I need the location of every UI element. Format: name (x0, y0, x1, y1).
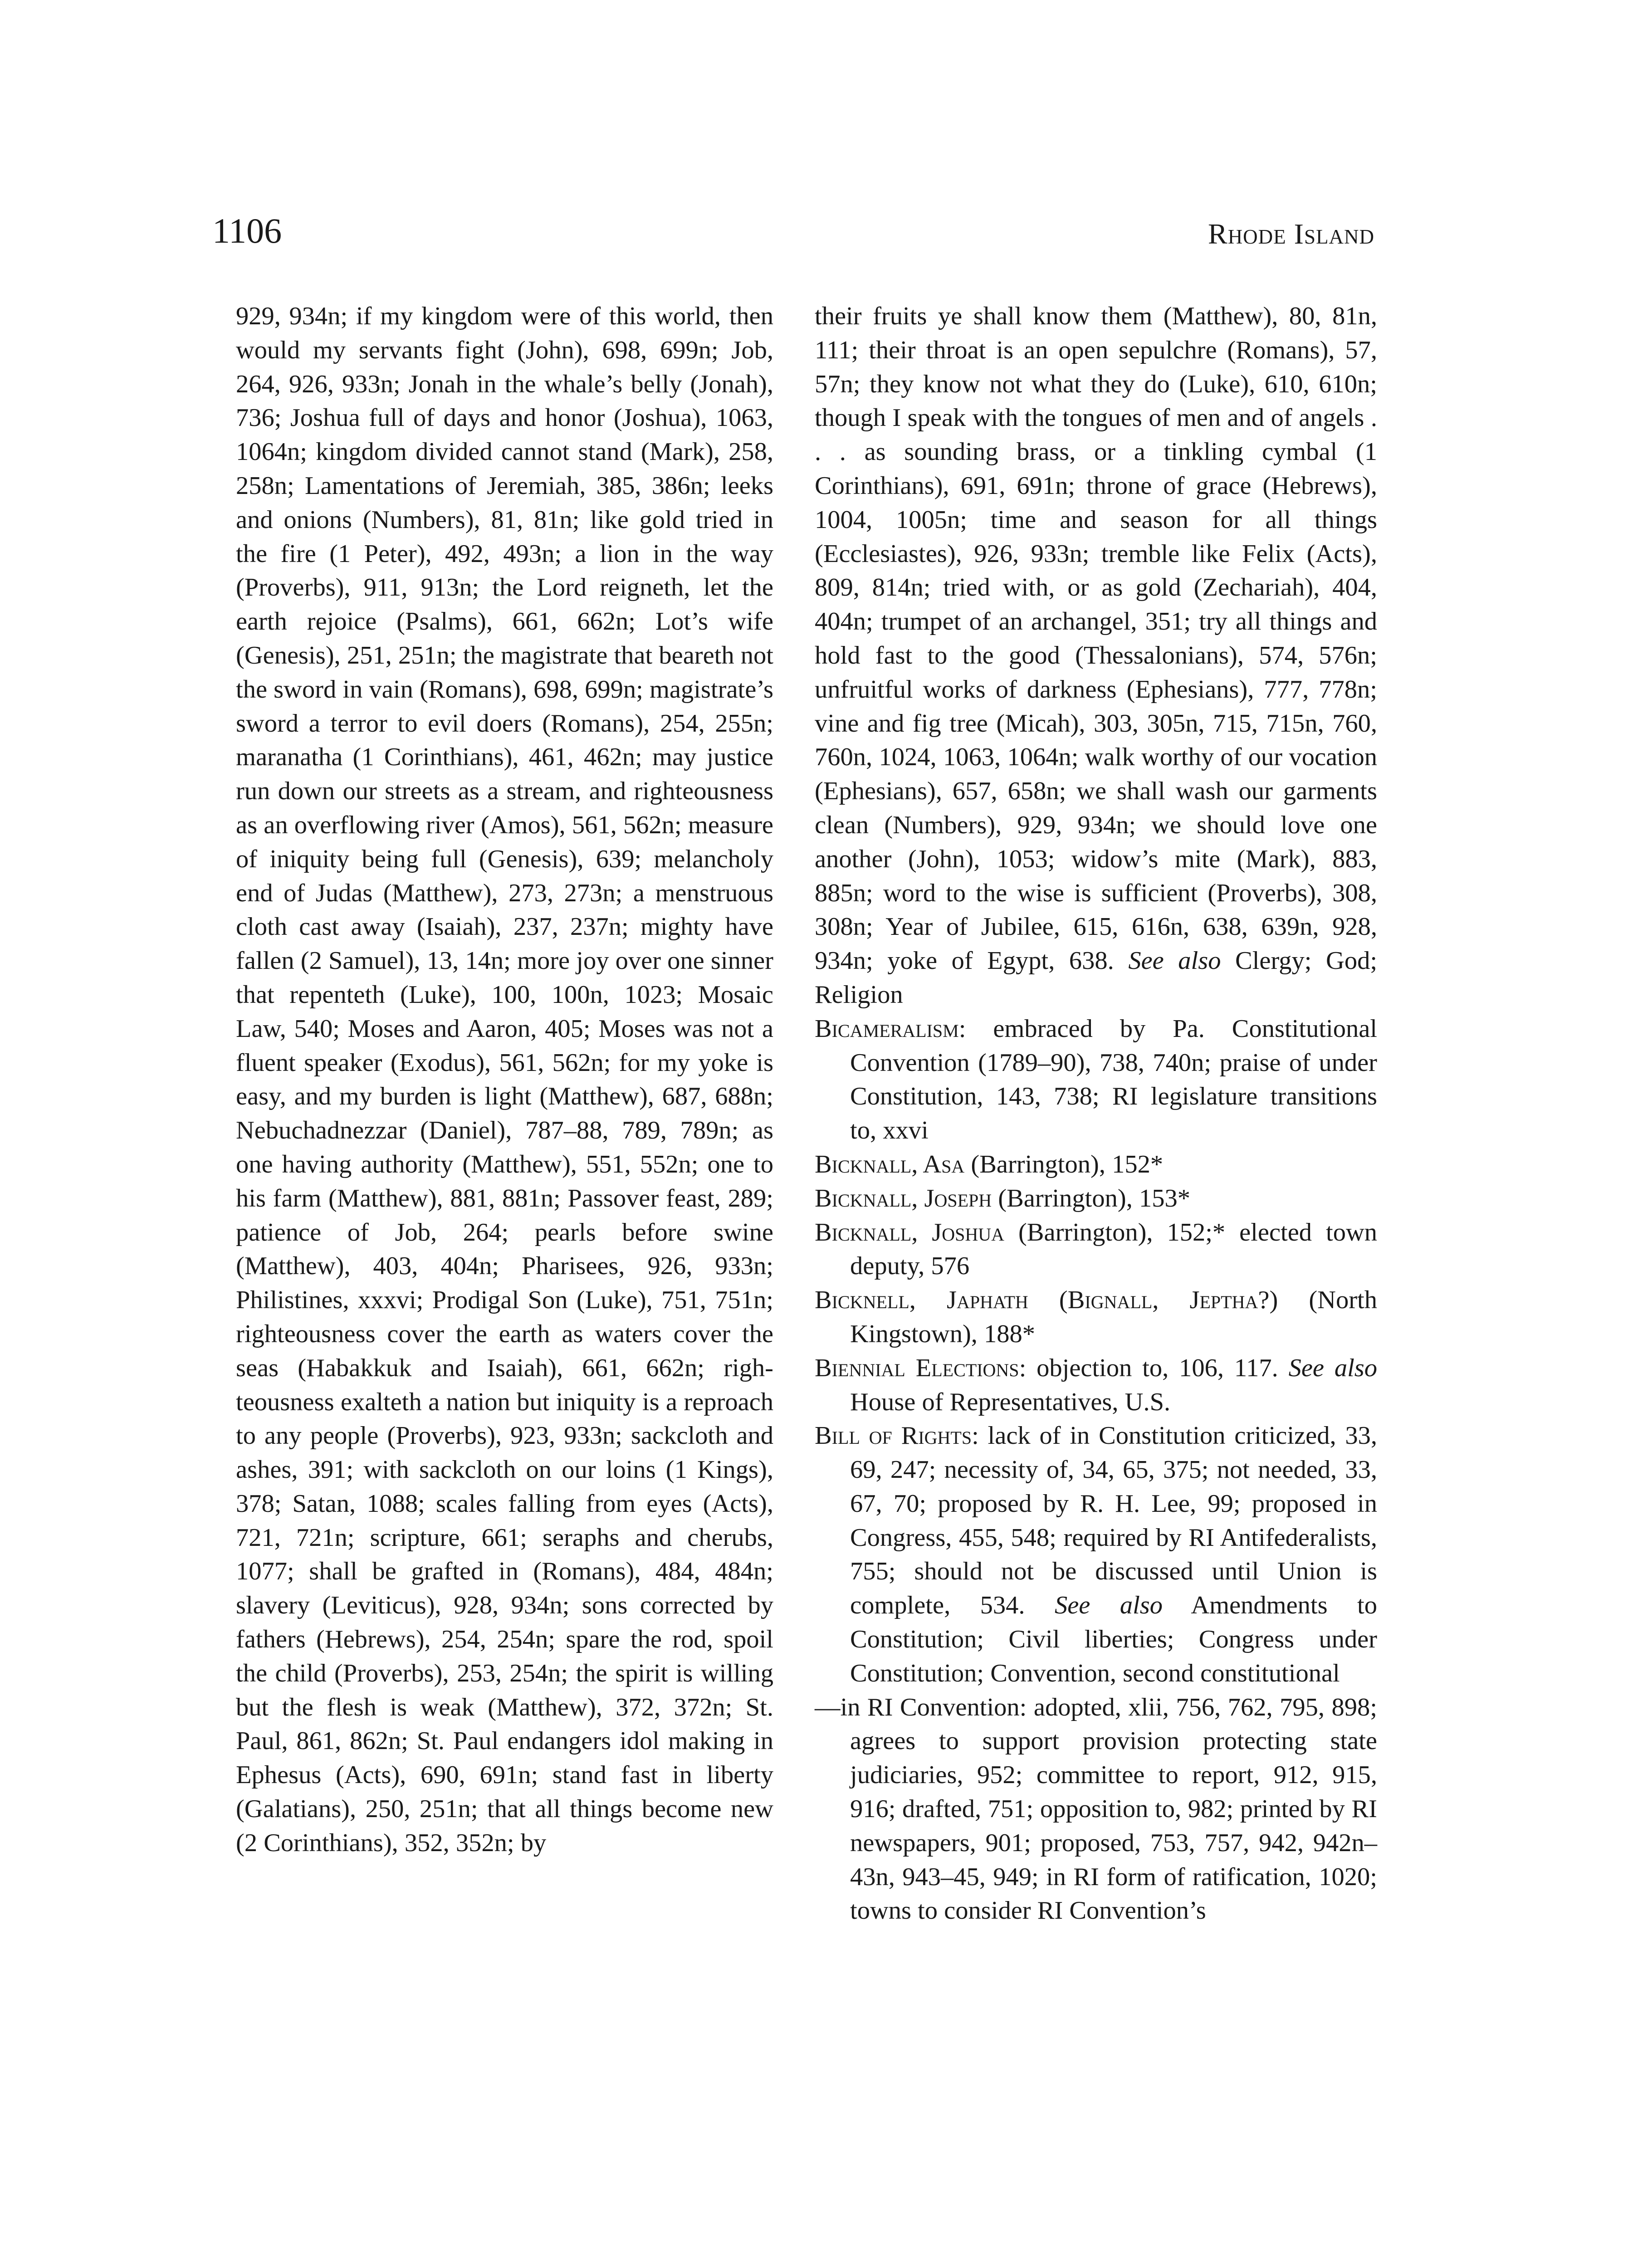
entry-text: (Barrington), 152* (964, 1150, 1164, 1178)
see-also-label: See also (1054, 1591, 1163, 1620)
entry-heading: Bicknall, Joseph (815, 1184, 992, 1212)
entry-text: their fruits ye shall know them (Matthew), 80, 81n, 111; their throat is an open sepulchre (Romans), 57, 57n; they know not what they do (Luke), 610, 610n; though I speak with the tongues of men and of angels . . . as sounding brass, or a tinkling cymbal (1 Corinthians), 691, 691n; throne of grace (Hebrews), 1004, 1005n; time and season for all things (Ecclesiastes), 926, 933n; tremble like Felix (Acts), 809, 814n; tried with, or as gold (Zechariah), 404, 404n; trumpet of an archangel, 351; try all things and hold fast to the good (Thessalonians), 574, 576n; unfruitful works of darkness (Ephesians), 777, 778n; vine and fig tree (Micah), 303, 305n, 715, 715n, 760, 760n, 1024, 1063, 1064n; walk worthy of our vocation (Ephesians), 657, 658n; we shall wash our garments clean (Numbers), 929, 934n; we should love one another (John), 1053; widow’s mite (Mark), 883, 885n; word to the wise is sufficient (Proverbs), 308, 308n; Year of Jubilee, 615, 616n, 638, 639n, 928, 934n; yoke of Egypt, 638. (815, 302, 1377, 975)
index-column-right (815, 299, 1377, 1928)
entry-text: (Barrington), 153* (992, 1184, 1190, 1212)
see-also-label: See also (1288, 1354, 1378, 1382)
index-entry-continuation (815, 299, 1377, 1012)
entry-heading: Bicknell, Japhath (815, 1286, 1028, 1315)
entry-heading: Biennial Elections (815, 1354, 1019, 1382)
index-entry-bill-of-rights (815, 1419, 1377, 1690)
entry-text: (Barrington), 152;* elected town deputy, 576 (850, 1218, 1377, 1281)
index-column-left (236, 299, 773, 1860)
running-head: Rhode Island (1208, 218, 1374, 250)
index-entry-bicknall-joseph (815, 1182, 1377, 1216)
entry-text: : lack of in Constitution criticized, 33, 69, 247; necessity of, 34, 65, 375; not needed, 33, 67, 70; proposed by R. H. Lee, 99; proposed in Congress, 455, 548; required by RI Antifederalists, 755; should not be discussed until Union is complete, 534. (850, 1422, 1377, 1620)
entry-text: ( (1028, 1286, 1068, 1315)
see-also-refs: Amendments to Constitution; Civil liberties; Congress under Constitution; Convention, second constitutional (850, 1591, 1377, 1687)
entry-heading: Bicameralism (815, 1014, 959, 1043)
entry-text: : objection to, 106, 117. (1019, 1354, 1289, 1382)
index-entry-continuation: 929, 934n; if my kingdom were of this world, then would my servants fight (John), 698, 699n; Job, 264, 926, 933n; Jonah in the whale’s belly (Jonah), 736; Joshua full of days and honor (Joshua), 1063, 1064n; kingdom divided cannot stand (Mark), 258, 258n; Lamentations of Jeremiah, 385, 386n; leeks and onions (Numbers), 81, 81n; like gold tried in the fire (1 Peter), 492, 493n; a lion in the way (Proverbs), 911, 913n; the Lord reigneth, let the earth rejoice (Psalms), 661, 662n; Lot’s wife (Genesis), 251, 251n; the magistrate that beareth not the sword in vain (Romans), 698, 699n; magistrate’s sword a terror to evil doers (Romans), 254, 255n; maranatha (1 Corinthians), 461, 462n; may justice run down our streets as a stream, and righteousness as an overflowing river (Amos), 561, 562n; measure of iniquity being full (Genesis), 639; melancholy end of Judas (Matthew), 273, 273n; a menstruous cloth cast away (Isaiah), 237, 237n; mighty have fallen (2 Samuel), 13, 14n; more joy over one sinner that repenteth (Luke), 100, 100n, 1023; Mosaic Law, 540; Moses and Aaron, 405; Moses was not a fluent speaker (Exodus), 561, 562n; for my yoke is easy, and my burden is light (Matthew), 687, 688n; Nebuchadnezzar (Daniel), 787–88, 789, 789n; as one having authority (Matthew), 551, 552n; one to his farm (Matthew), 881, 881n; Passover feast, 289; patience of Job, 264; pearls before swine (Matthew), 403, 404n; Pharisees, 926, 933n; Philistines, xxxvi; Prodigal Son (Luke), 751, 751n; righteousness cover the earth as waters cover the seas (Habakkuk and Isaiah), 661, 662n; righteousness exalteth a nation but iniquity is a reproach to any people (Proverbs), 923, 933n; sackcloth and ashes, 391; with sackcloth on our loins (1 Kings), 378; Satan, 1088; scales falling from eyes (Acts), 721, 721n; scripture, 661; seraphs and cherubs, 1077; shall be grafted in (Romans), 484, 484n; slavery (Leviticus), 928, 934n; sons corrected by fathers (Hebrews), 254, 254n; spare the rod, spoil the child (Proverbs), 253, 254n; the spirit is willing but the flesh is weak (Matthew), 372, 372n; St. Paul, 861, 862n; St. Paul endangers idol making in Ephesus (Acts), 690, 691n; stand fast in liberty (Galatians), 250, 251n; that all things become new (2 Corinthians), 352, 352n; by (236, 302, 773, 1857)
page-number: 1106 (212, 211, 282, 250)
entry-text: : embraced by Pa. Constitutional Convention (1789–90), 738, 740n; praise of under Constitution, 143, 738; RI legislature transitions to, xxvi (850, 1014, 1377, 1145)
index-entry-bicknell-japhath (815, 1283, 1377, 1351)
entry-alt-heading: Bignall, Jeptha? (1067, 1286, 1270, 1315)
entry-text: ) (North Kingstown), 188* (850, 1286, 1377, 1348)
entry-heading: Bill of Rights (815, 1422, 972, 1450)
index-entry-bicknall-asa (815, 1148, 1377, 1182)
entry-heading: Bicknall, Joshua (815, 1218, 1005, 1246)
see-also-refs: Clergy; God; Religion (815, 947, 1378, 1009)
index-entry-bicknall-joshua (815, 1216, 1377, 1284)
index-entry-biennial-elections (815, 1351, 1377, 1419)
entry-heading: Bicknall, Asa (815, 1150, 965, 1178)
index-subentry-ri-convention: —in RI Convention: adopted, xlii, 756, 762, 795, 898; agrees to support provision protecting state judiciaries, 952; committee to report, 912, 915, 916; drafted, 751; opposition to, 982; printed by RI newspapers, 901; proposed, 753, 757, 942, 942n–43n, 943–45, 949; in RI form of ratification, 1020; towns to consider RI Convention’s (815, 1693, 1377, 1925)
see-also-label: See also (1128, 947, 1221, 975)
see-also-refs: House of Representatives, U.S. (850, 1388, 1171, 1416)
index-entry-bicameralism (815, 1012, 1377, 1148)
